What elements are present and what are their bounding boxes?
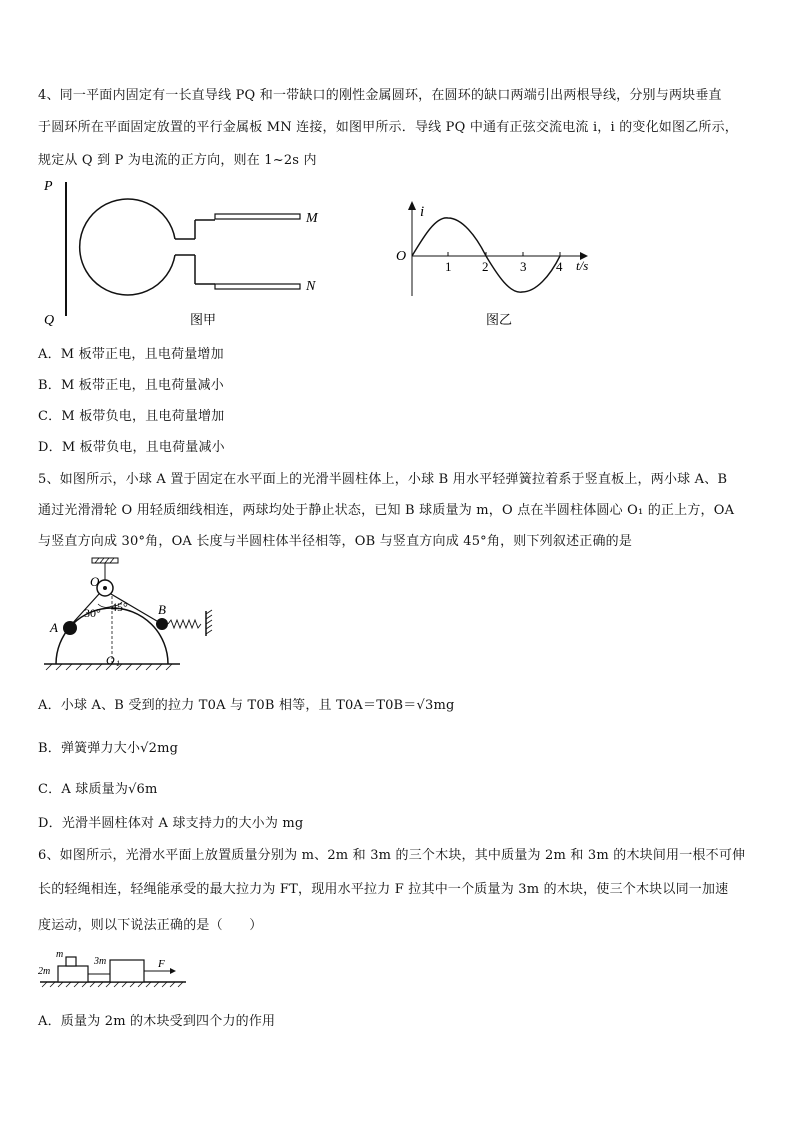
q6-text-line3: 度运动，则以下说法正确的是（ ） <box>38 918 263 933</box>
axis-label-t: t/s <box>576 258 589 273</box>
q4-text-line2: 于圆环所在平面固定放置的平行金属板 MN 连接，如图甲所示．导线 PQ 中通有正弦交流电流 i，i 的变化如图乙所示， <box>38 120 739 135</box>
q4-text-line3: 规定从 Q 到 P 为电流的正方向，则在 1~2s 内 <box>38 153 317 168</box>
q6-option-a: A．质量为 2m 的木块受到四个力的作用 <box>38 1014 276 1029</box>
label-B: B <box>158 602 166 617</box>
label-N: N <box>306 279 316 294</box>
label-F: F <box>158 958 165 970</box>
q5-figure <box>40 556 230 678</box>
q6-text-line2: 长的轻绳相连，轻绳能承受的最大拉力为 FT，现用水平拉力 F 拉其中一个质量为 3m 的木块，使三个木块以同一加速 <box>38 882 729 897</box>
label-O1-sub: 1 <box>116 659 120 668</box>
plate-N <box>215 284 300 289</box>
origin-label: O <box>396 249 407 264</box>
tick-1: 1 <box>445 259 452 274</box>
plate-M <box>215 214 300 219</box>
q4-option-c: C．M 板带负电，且电荷量增加 <box>38 409 225 424</box>
q5-text-line1: 5、如图所示，小球 A 置于固定在水平面上的光滑半圆柱体上，小球 B 用水平轻弹簧拉着系于竖直板上，两小球 A、B <box>38 472 728 487</box>
label-O: O <box>90 574 100 589</box>
axis-label-i: i <box>420 204 425 220</box>
ball-A <box>63 621 77 635</box>
label-Q: Q <box>44 313 55 328</box>
tick-4: 4 <box>556 259 563 274</box>
block-3m <box>110 960 144 982</box>
q6-text-line1: 6、如图所示，光滑水平面上放置质量分别为 m、2m 和 3m 的三个木块，其中质量为 2m 和 3m 的木块间用一根不可伸 <box>38 848 746 863</box>
q4-text-line1: 4、同一平面内固定有一长直导线 PQ 和一带缺口的刚性金属圆环，在圆环的缺口两端引出两根导线，分别与两块垂直 <box>38 88 722 103</box>
q6-figure <box>38 944 188 992</box>
q4-figure-a <box>40 176 340 328</box>
label-P: P <box>44 179 53 194</box>
q5-text-line3: 与竖直方向成 30°角，OA 长度与半圆柱体半径相等，OB 与竖直方向成 45°角，则下列叙述正确的是 <box>38 534 633 549</box>
angle-30-label: 30° <box>84 606 101 620</box>
tick-3: 3 <box>520 259 527 274</box>
q5-text-line2: 通过光滑滑轮 O 用轻质细线相连，两球均处于静止状态，已知 B 球质量为 m，O 点在半圆柱体圆心 O₁ 的正上方，OA <box>38 503 735 518</box>
label-2m: 2m <box>38 966 51 977</box>
angle-45-label: 45° <box>111 600 128 614</box>
label-A: A <box>50 620 58 635</box>
q4-option-d: D．M 板带负电，且电荷量减小 <box>38 440 225 455</box>
spring <box>168 620 201 628</box>
q5-option-a: A．小球 A、B 受到的拉力 T0A 与 T0B 相等，且 T0A＝T0B＝√3mg <box>38 698 455 713</box>
label-O1: O <box>106 653 115 667</box>
caption-fig-b: 图乙 <box>486 313 513 328</box>
block-m <box>66 957 76 966</box>
q4-figure-b <box>390 196 600 330</box>
label-M: M <box>306 211 318 226</box>
label-m: m <box>56 949 64 960</box>
block-2m <box>58 966 88 982</box>
caption-fig-a: 图甲 <box>190 313 217 328</box>
q5-option-c: C．A 球质量为√6m <box>38 782 158 797</box>
label-3m: 3m <box>94 956 107 967</box>
q4-option-b: B．M 板带正电，且电荷量减小 <box>38 378 224 393</box>
q5-option-d: D．光滑半圆柱体对 A 球支持力的大小为 mg <box>38 816 304 831</box>
ball-B <box>156 618 168 630</box>
q5-option-b: B．弹簧弹力大小√2mg <box>38 741 179 756</box>
tick-2: 2 <box>482 259 489 274</box>
q4-option-a: A．M 板带正电，且电荷量增加 <box>38 347 224 362</box>
